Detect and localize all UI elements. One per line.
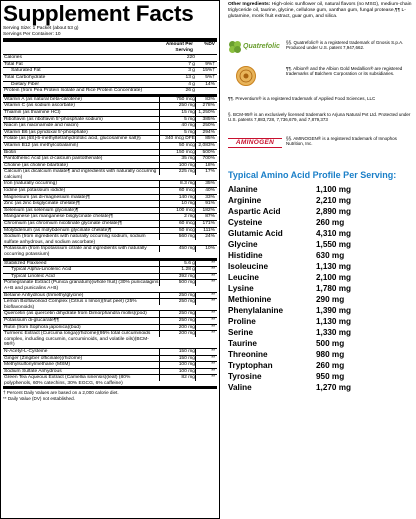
nutrient-name: Potassium (from tripotassium citrate and ingredients with naturally occurring potassium) (4, 246, 147, 257)
amino-acid-value: 980 mg (316, 350, 345, 359)
nutrient-name: Pomegranate Extract (Punica granatum)(whole fruit) (30% punicalagins A+B and punicalins A+B) (4, 280, 159, 291)
amino-acid-name: Methionine (228, 295, 272, 304)
nutrient-name: Vitamin A (as natural beta-carotene) (4, 96, 82, 102)
nutrient-amount: 250 mg (159, 293, 195, 299)
nutrient-dv: 171% (195, 221, 217, 227)
amino-acid-row (228, 184, 368, 195)
nutrient-name: Betaine Anhydrous (trimethylglycine) (4, 292, 84, 298)
facts-row (3, 318, 217, 325)
nutrient-dv: ** (195, 311, 217, 317)
ingredient-rows (3, 261, 217, 388)
amino-acid-name: Glutamic Acid (228, 229, 283, 238)
amino-acid-name: Serine (228, 328, 254, 337)
preventium-note: ¶¶. Preventium® is a registered trademark of Applied Food Sciences, LLC (228, 96, 376, 101)
nutrient-amount: 250 mg (159, 103, 195, 109)
nutrient-amount: 200 mg (159, 331, 195, 337)
amino-acid-value: 1,390 mg (316, 306, 352, 315)
facts-row (3, 362, 217, 369)
nutrient-name: Sodium (from ingredients with naturally occurring sodium, sodium sulfate anhydrous, and sodium ascorbate) (4, 234, 146, 245)
column-header (3, 42, 217, 55)
nutrient-amount: 750 mcg (159, 97, 195, 103)
nutrient-amount: 100 mg (159, 163, 195, 169)
amino-acid-row (228, 206, 368, 217)
nutrient-name: Zinc (as zinc bisglycinate chelate)¶ (4, 201, 80, 207)
nutrient-dv: ** (195, 356, 217, 362)
nutrient-name: Sodium Sulfate Anhydrous (4, 368, 62, 374)
amino-acid-row (228, 250, 368, 261)
nutrient-dv: 91% (195, 201, 217, 207)
amino-acid-value: 1,330 mg (316, 328, 352, 337)
facts-row (3, 136, 217, 143)
amino-acid-value: 1,780 mg (316, 284, 352, 293)
amino-acid-title: Typical Amino Acid Profile Per Serving: (228, 170, 397, 180)
nutrient-dv: 10% (195, 246, 217, 252)
amino-acid-value: 1,550 mg (316, 240, 352, 249)
nutrient-amount: 225 mg (159, 169, 195, 175)
amino-acid-value: 1,130 mg (316, 262, 352, 271)
nutrient-dv: 24% (195, 234, 217, 240)
amino-acid-row (228, 283, 368, 294)
nutrient-name: Calories (4, 55, 22, 61)
amino-acid-name: Phenylalanine (228, 306, 284, 315)
nutrient-dv: ** (195, 362, 217, 368)
nutrient-dv: ** (195, 325, 217, 331)
nutrient-amount: 560 mg (159, 234, 195, 240)
facts-row (3, 267, 217, 274)
nutrient-amount: 60 mcg (159, 221, 195, 227)
nutrient-amount: 450 mg (159, 246, 195, 252)
facts-row (3, 311, 217, 318)
nutrient-amount: 10 mg (159, 201, 195, 207)
amino-acid-row (228, 382, 368, 393)
amino-acid-value: 260 mg (316, 361, 345, 370)
amino-acid-value: 1,130 mg (316, 317, 352, 326)
nutrient-name: Vitamin B6 (as pyridoxal 5'-phosphate) (4, 129, 88, 135)
nutrient-name: Dietary Fiber (11, 81, 39, 87)
facts-row (3, 110, 217, 117)
amino-acid-row (228, 272, 368, 283)
albion-note: ¶¶. Albion® and the Albion Gold Medallion® are registered trademarks of Balchem Corporation or its subsidiaries. (286, 66, 403, 77)
facts-row (3, 280, 217, 292)
nutrient-name: Typical Linoleic Acid (11, 273, 55, 279)
nutrient-name: Lemon Bioflavonoid Complex (Citrus x limon)(fruit peel) (25% bioflavonoids) (4, 299, 137, 310)
aminogen-logo: AMINOGEN (228, 138, 282, 148)
footnote-dv: † Percent Daily Values are based on a 2,000 calorie diet. (3, 390, 119, 396)
amino-acid-value: 500 mg (316, 339, 345, 348)
nutrient-name: Potassium di-glucarate¶¶ (4, 317, 59, 323)
nutrient-amount: 50 mcg (159, 228, 195, 234)
nutrient-dv: 14% (205, 81, 215, 87)
amino-acid-row (228, 338, 368, 349)
nutrient-name: Chromium (as chromium nicotinate glycinate chelate)¶ (4, 221, 122, 227)
nutrient-name: Methylsulfonylmethane (MSM) (4, 362, 71, 368)
nutrient-name: Green Tea Aqueous Extract (Camellia sinensis)(leaf) (80% polyphenols, 60% catechins, 30% EGCG, 6% caffeine) (4, 375, 131, 386)
nutrient-dv: 18% (195, 163, 217, 169)
nutrient-dv: 15%† (202, 68, 215, 74)
nutrient-dv: 182% (195, 208, 217, 214)
facts-row (3, 88, 217, 95)
trademark-aminogen (228, 136, 416, 150)
nutrient-name: Biotin (4, 149, 17, 155)
nutrient-amount: 200 mg (159, 325, 195, 331)
nutrient-amount: 13 g (185, 74, 195, 80)
nutrient-amount: 340 mcg DFE (159, 136, 195, 142)
nutrient-name: Thiamin (as thiamine HCl) (4, 109, 61, 115)
nutrient-dv: 294% (195, 130, 217, 136)
nutrient-name: Pantothenic Acid (as d-calcium pantothenate) (4, 156, 103, 162)
other-ingredients-label: Other Ingredients: (228, 2, 271, 7)
nutrient-amount: 15 mg (159, 110, 195, 116)
nutrient-dv: 83% (195, 97, 217, 103)
nutrient-amount: 150 mg (159, 349, 195, 355)
nutrient-amount: 5.6 g (159, 261, 195, 267)
amino-acid-name: Threonine (228, 350, 268, 359)
nutrient-dv: ** (195, 369, 217, 375)
amino-acid-row (228, 195, 368, 206)
nutrient-dv: ** (195, 299, 217, 305)
nutrient-dv: ** (195, 293, 217, 299)
amino-acid-value: 950 mg (316, 372, 345, 381)
panel-footnotes (3, 387, 217, 401)
nutrient-amount: 250 mg (159, 299, 195, 305)
facts-row (3, 123, 217, 130)
nutrient-dv: 85% (195, 136, 217, 142)
nutrient-dv: 250% (195, 123, 217, 129)
amino-acid-name: Cysteine (228, 218, 263, 227)
amino-acid-name: Taurine (228, 339, 257, 348)
nutrient-name: Saturated Fat (11, 68, 41, 74)
amino-acid-name: Valine (228, 383, 252, 392)
nutrient-dv: 2,083% (195, 143, 217, 149)
nutrient-name: Calcium (as dicalcium malate¶ and ingredients with naturally occurring calcium) (4, 169, 157, 180)
amino-acid-row (228, 294, 368, 305)
amino-acid-name: Tyrosine (228, 372, 262, 381)
nutrient-amount: 250 mg (159, 311, 195, 317)
nutrient-name: Rutin (from Sophora japonica)(bud) (4, 324, 81, 330)
amino-acid-row (228, 316, 368, 327)
amino-acid-value: 630 mg (316, 251, 345, 260)
amino-acid-row (228, 261, 368, 272)
amino-acid-row (228, 360, 368, 371)
nutrient-amount: 7 g (188, 61, 195, 67)
facts-row (3, 221, 217, 228)
amino-acid-value: 4,310 mg (316, 229, 352, 238)
nutrient-amount: 100 mg (159, 369, 195, 375)
nutrient-name: Niacin (as niacinamide and niacin) (4, 123, 79, 129)
nutrient-name: Stabilized Flaxseed (4, 260, 47, 266)
facts-row (3, 331, 217, 349)
amino-acid-row (228, 305, 368, 316)
nutrient-name: Iodine (as potassium iodide) (4, 188, 66, 194)
nutrient-amount: 40 mg (159, 123, 195, 129)
nutrient-name: Magnesium (as di-magnesium malate)¶ (4, 194, 90, 200)
micronutrient-rows (3, 97, 217, 259)
col-amount: Amount Per Serving (165, 42, 193, 54)
nutrient-amount: 60 mcg (159, 188, 195, 194)
other-ingredients-text: High-oleic sunflower oil, natural flavors (no MSG), medium-chain triglyceride oil, taurine, glycine, cellulose gum, xanthan gum, fungal protease,¶¶ L-glutamine, monk fruit extract, guar gum, and silica. (228, 2, 412, 19)
quatrefolic-note: §§. Quatrefolic® is a registered trademark of Gnosis S.p.A. Produced under U.S. patent 7,947,662. (286, 40, 404, 51)
facts-row (3, 246, 217, 258)
nutrient-dv: ** (195, 261, 217, 267)
nutrient-name: Iron (naturally occurring) (4, 181, 58, 187)
nutrient-dv: 9%† (205, 61, 215, 67)
nutrient-name: Quercetin (as quercetin dihydrate from Dimorphandra mollis)(pod) (4, 311, 147, 317)
facts-row (3, 143, 217, 150)
nutrient-name: Choline (as choline bitartrate) (4, 162, 68, 168)
nutrient-dv: ** (195, 274, 217, 280)
nutrient-dv: ** (195, 349, 217, 355)
facts-row (3, 299, 217, 311)
trademark-preventium (228, 96, 416, 104)
facts-row (3, 375, 217, 387)
amino-acid-value: 2,890 mg (316, 207, 352, 216)
nutrient-dv: 35% (195, 181, 217, 187)
nutrient-name: Protein (from Pea Protein Isolate and Rice Protein Concentrate) (4, 88, 143, 94)
nutrient-name: Turmeric Extract (Curcuma longa)(rhizome)(95% total curcuminoids complex, including curcumin, curcuminoids, and volatile oils)(BCM-95®) (4, 331, 151, 348)
nutrient-dv: 87% (195, 214, 217, 220)
nutrient-amount: 4 g (188, 81, 195, 87)
amino-acid-value: 2,210 mg (316, 196, 352, 205)
nutrient-amount: 150 mg (159, 356, 195, 362)
nutrient-amount: 35 mg (159, 156, 195, 162)
trademark-quatrefolic (228, 40, 416, 56)
albion-medallion-icon (236, 66, 256, 87)
nutrient-dv: 40% (195, 188, 217, 194)
nutrient-amount: 392 mg (159, 274, 195, 280)
facts-row (3, 75, 217, 82)
amino-acid-row (228, 239, 368, 250)
serving-size: Serving Size: 1 Packet (about 53 g) (3, 26, 79, 31)
amino-acid-name: Proline (228, 317, 256, 326)
nutrient-dv: 700% (195, 156, 217, 162)
facts-row (3, 349, 217, 356)
nutrient-dv: ** (195, 375, 217, 381)
nutrient-name: Total Fat (4, 61, 23, 67)
nutrient-name: Folate (as [6S]-5-methyltetrahydrofolic acid, glucosamine salt)§ (4, 136, 141, 142)
nutrient-name: Ginger (Zingiber officinale)(rhizome) (4, 355, 83, 361)
nutrient-dv: 278% (195, 103, 217, 109)
nutrient-dv: 1,250% (195, 110, 217, 116)
nutrient-amount: 50 mcg (159, 143, 195, 149)
amino-acid-name: Alanine (228, 185, 258, 194)
nutrient-dv: ** (195, 280, 217, 286)
nutrient-name: Vitamin B12 (as methylcobalamin) (4, 142, 79, 148)
nutrient-dv: 33% (195, 195, 217, 201)
amino-acid-value: 1,100 mg (316, 185, 352, 194)
facts-row (3, 169, 217, 181)
amino-acid-name: Isoleucine (228, 262, 269, 271)
amino-acid-row (228, 228, 368, 239)
nutrient-dv: 17% (195, 169, 217, 175)
leaf-icon (228, 40, 242, 54)
nutrient-name: Riboflavin (as riboflavin 5'-phosphate sodium) (4, 116, 103, 122)
nutrient-dv: 385% (195, 117, 217, 123)
amino-acid-list (228, 184, 368, 393)
nutrient-name: Molybdenum (as molybdenum glycinate chelate)¶ (4, 227, 112, 233)
nutrient-amount: 150 mcg (159, 150, 195, 156)
facts-row (3, 55, 217, 62)
amino-acid-row (228, 327, 368, 338)
nutrient-amount: 82 mg (159, 375, 195, 381)
nutrient-amount: 1.28 g (159, 267, 195, 273)
facts-row (3, 103, 217, 110)
nutrient-dv: 500% (195, 150, 217, 156)
panel-title: Supplement Facts (3, 1, 194, 26)
nutrient-dv: 5%† (205, 74, 215, 80)
nutrient-amount: 100 mg (159, 362, 195, 368)
col-dv: %DV (204, 42, 215, 48)
servings-per-container: Servings Per Container: 10 (3, 31, 61, 37)
nutrient-amount: 5 mg (159, 117, 195, 123)
facts-row (3, 201, 217, 208)
amino-acid-row (228, 217, 368, 228)
nutrient-amount: 3 g (188, 68, 195, 74)
nutrient-amount: 500 mg (159, 280, 195, 286)
other-ingredients (228, 2, 416, 20)
amino-acid-value: 260 mg (316, 218, 345, 227)
nutrient-dv: 111% (195, 228, 217, 234)
nutrient-amount: 140 mg (159, 195, 195, 201)
bcm-note: §. BCM-95® is an exclusively licensed trademark to Arjuna Natural Pvt Ltd. Protected under U.S. patents 7,883,728, 7,736,679, and 7,879,373 (228, 112, 411, 123)
facts-row (3, 188, 217, 195)
nutrient-amount: 8.3 mg (159, 181, 195, 187)
facts-row (3, 68, 217, 75)
amino-acid-value: 290 mg (316, 295, 345, 304)
nutrient-amount: 100 mcg (159, 208, 195, 214)
amino-acid-name: Histidine (228, 251, 263, 260)
nutrient-amount: 5 mg (159, 130, 195, 136)
amino-acid-name: Lysine (228, 284, 254, 293)
nutrient-amount: 26 g (185, 88, 195, 94)
nutrient-name: Selenium (as selenium glycinate)¶ (4, 207, 79, 213)
trademark-bcm (228, 112, 416, 126)
quatrefolic-logo: Quatrefolic (228, 40, 280, 54)
amino-acid-value: 1,270 mg (316, 383, 352, 392)
footnote-not-established: ** Daily Value (DV) not established. (3, 395, 75, 401)
facts-row (3, 156, 217, 163)
amino-acid-name: Leucine (228, 273, 259, 282)
amino-acid-name: Aspartic Acid (228, 207, 281, 216)
trademark-albion (228, 66, 416, 86)
macro-rows (3, 55, 217, 95)
amino-acid-name: Arginine (228, 196, 262, 205)
amino-acid-name: Tryptophan (228, 361, 273, 370)
nutrient-amount: 250 mg (159, 318, 195, 324)
nutrient-name: Vitamin C (as sodium ascorbate) (4, 103, 75, 109)
nutrient-dv: ** (195, 318, 217, 324)
nutrient-amount: 220 (186, 55, 195, 61)
nutrient-dv: ** (195, 267, 217, 273)
nutrient-name: N-Acetyl-L-Cysteine (4, 348, 48, 354)
aminogen-note: §§. AMINOGEN® is a registered trademark of Innophos Nutrition, Inc. (286, 136, 397, 147)
nutrient-amount: 2 mg (159, 214, 195, 220)
nutrient-name: Total Carbohydrate (4, 74, 46, 80)
facts-row (3, 62, 217, 69)
nutrient-name: Typical Alpha-Linolenic Acid (11, 267, 72, 273)
amino-acid-row (228, 349, 368, 360)
amino-acid-row (228, 371, 368, 382)
amino-acid-value: 2,100 mg (316, 273, 352, 282)
facts-row (3, 234, 217, 246)
amino-acid-name: Glycine (228, 240, 258, 249)
right-column (228, 0, 416, 519)
nutrient-dv: ** (195, 331, 217, 337)
nutrient-name: Manganese (as manganese bisglycinate chelate)¶ (4, 214, 113, 220)
